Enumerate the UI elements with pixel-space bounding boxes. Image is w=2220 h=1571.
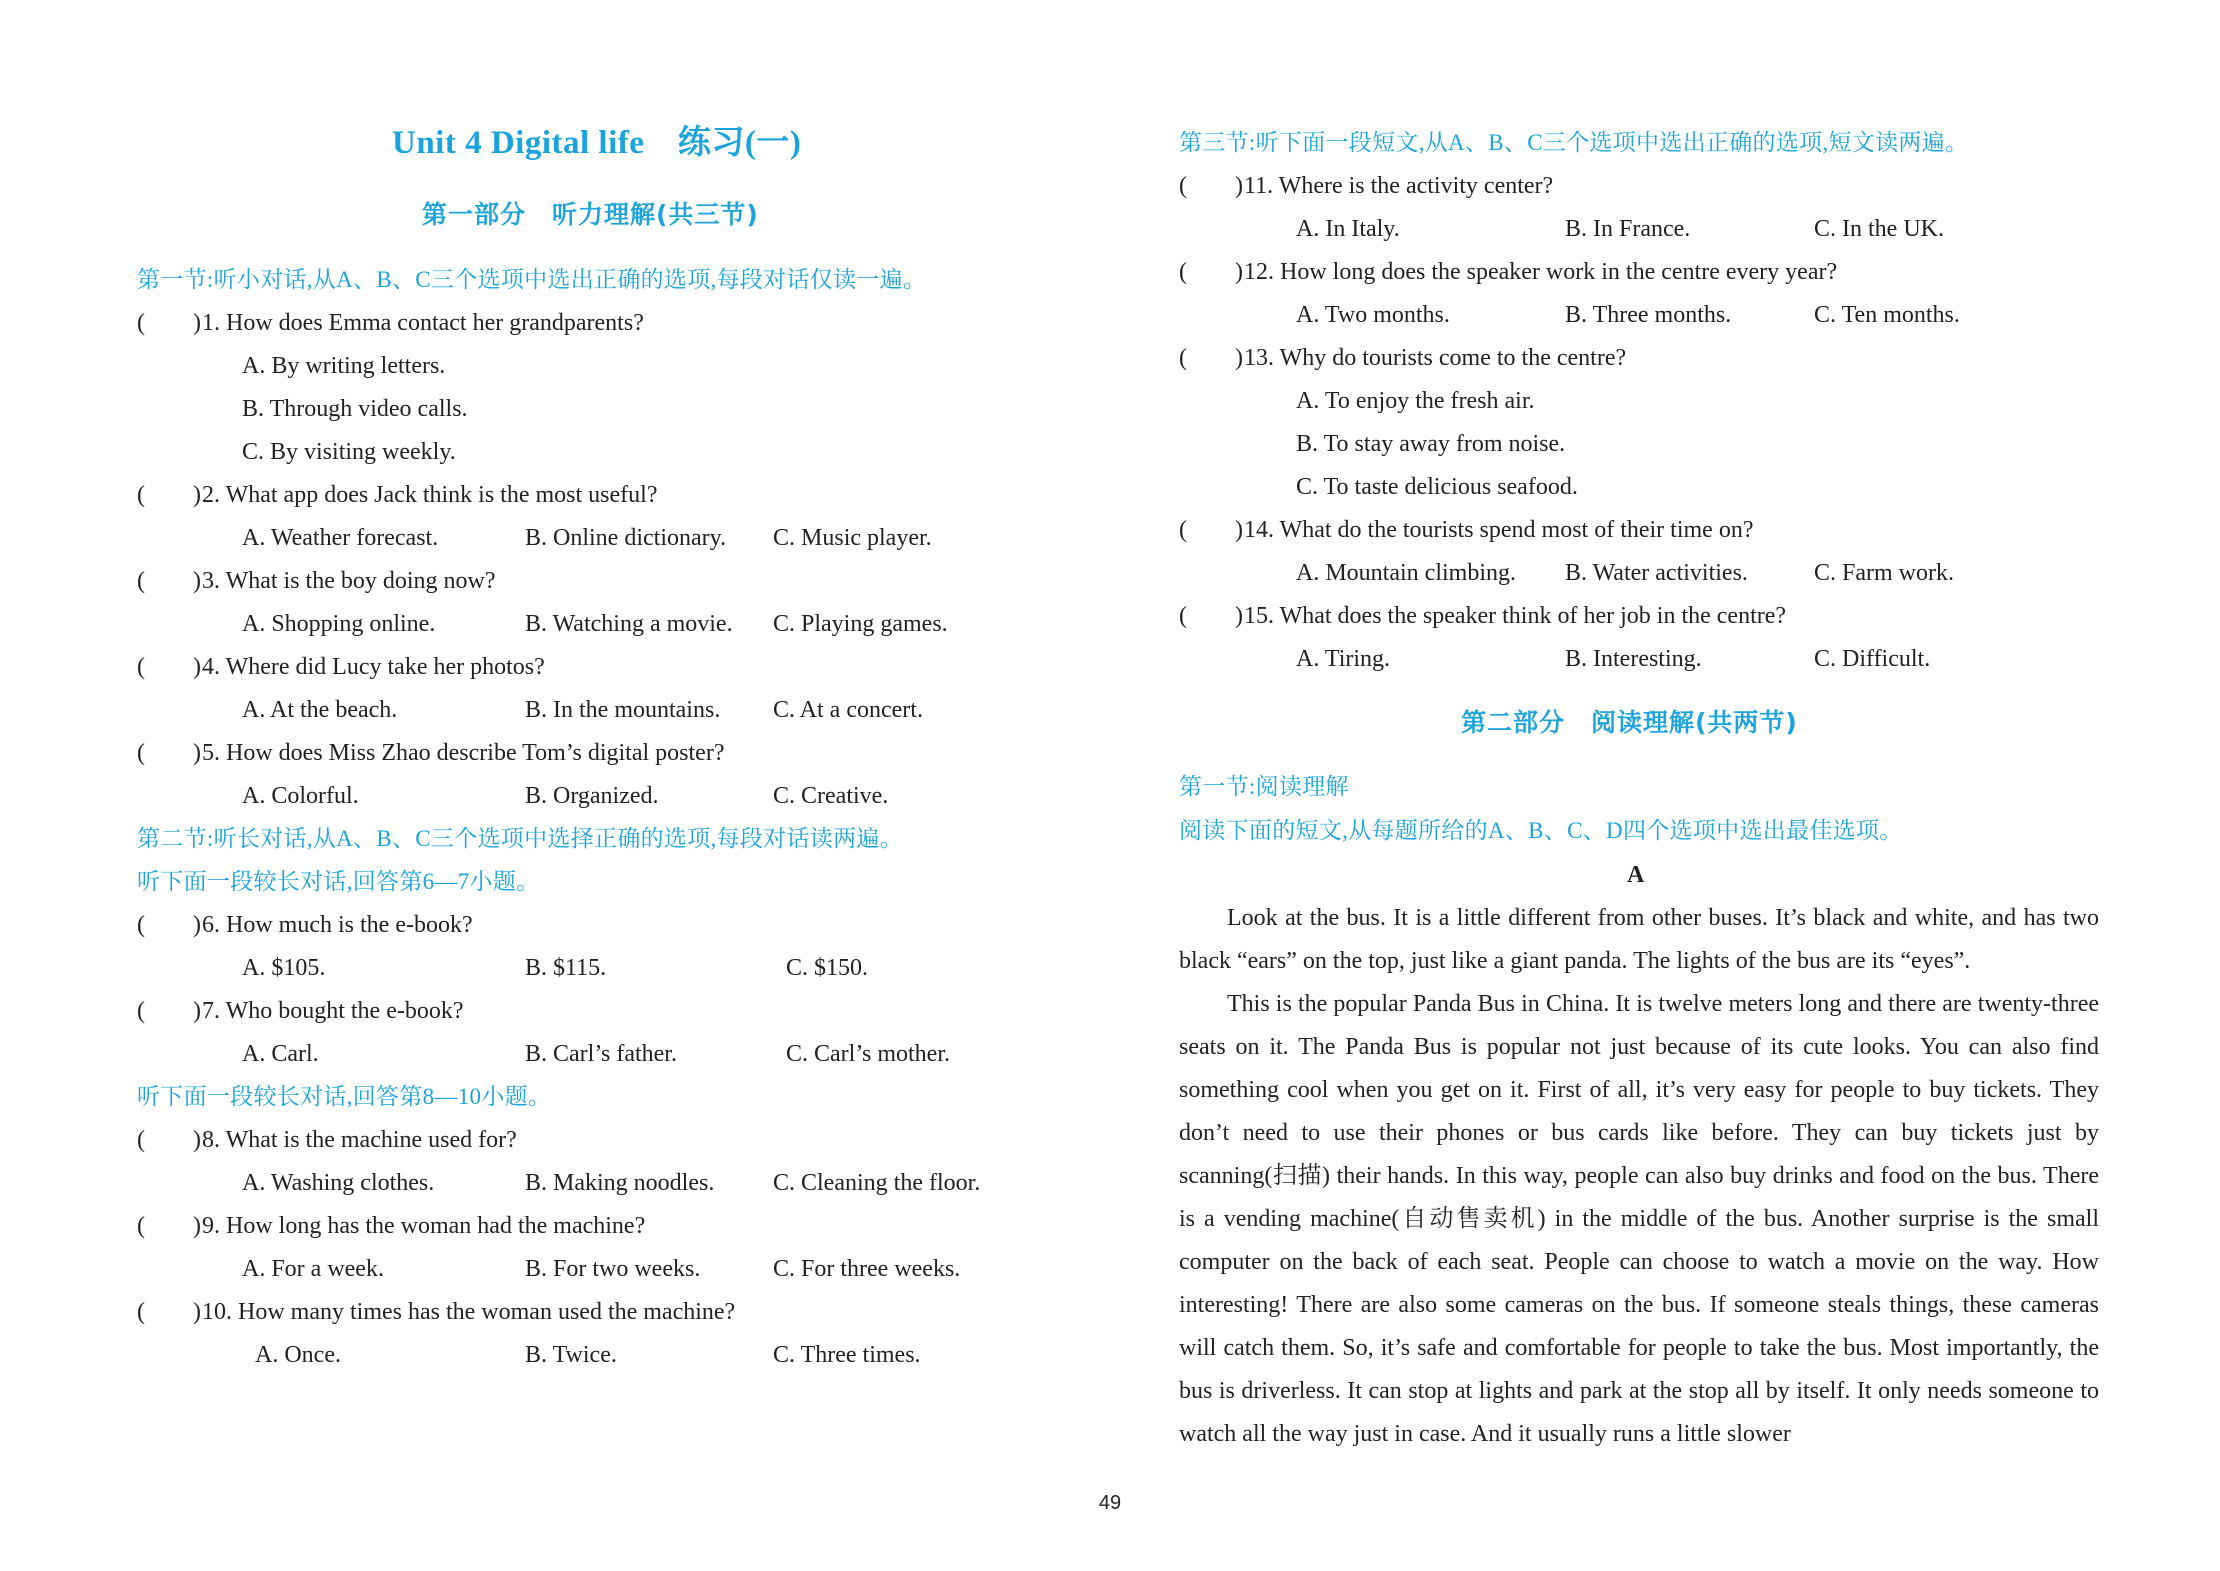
option-b: B. Through video calls.	[242, 396, 468, 422]
option-a: A. By writing letters.	[242, 353, 446, 379]
question-text: 6. How much is the e-book?	[202, 912, 473, 938]
option-a: A. For a week.	[242, 1256, 384, 1282]
question-text: 15. What does the speaker think of her job in the centre?	[1244, 603, 1787, 629]
answer-blank[interactable]: ( )	[1179, 173, 1243, 199]
answer-blank[interactable]: ( )	[137, 310, 201, 336]
option-c: C. Playing games.	[773, 611, 948, 637]
answer-blank[interactable]: ( )	[137, 912, 201, 938]
option-b: B. Watching a movie.	[525, 611, 733, 637]
option-c: C. Farm work.	[1814, 560, 1954, 586]
part1-heading: 第一部分 听力理解(共三节)	[422, 200, 759, 229]
answer-blank[interactable]: ( )	[137, 482, 201, 508]
option-a: A. Carl.	[242, 1041, 319, 1067]
reading-instruction: 阅读下面的短文,从每题所给的A、B、C、D四个选项中选出最佳选项。	[1179, 818, 1903, 843]
option-a: A. At the beach.	[242, 697, 398, 723]
answer-blank[interactable]: ( )	[137, 740, 201, 766]
option-a: A. Washing clothes.	[242, 1170, 435, 1196]
part2-heading: 第二部分 阅读理解(共两节)	[1461, 708, 1798, 737]
answer-blank[interactable]: ( )	[1179, 603, 1243, 629]
section3-instruction: 第三节:听下面一段短文,从A、B、C三个选项中选出正确的选项,短文读两遍。	[1179, 130, 1969, 155]
option-b: B. Water activities.	[1565, 560, 1748, 586]
option-b: B. Interesting.	[1565, 646, 1702, 672]
question-text: 13. Why do tourists come to the centre?	[1244, 345, 1627, 371]
question-text: 8. What is the machine used for?	[202, 1127, 517, 1153]
answer-blank[interactable]: ( )	[1179, 259, 1243, 285]
option-b: B. To stay away from noise.	[1296, 431, 1566, 457]
option-b: B. Organized.	[525, 783, 659, 809]
option-c: C. Ten months.	[1814, 302, 1960, 328]
answer-blank[interactable]: ( )	[137, 1299, 201, 1325]
option-c: C. By visiting weekly.	[242, 439, 456, 465]
option-b: B. Making noodles.	[525, 1170, 715, 1196]
page-title: Unit 4 Digital life 练习(一)	[392, 125, 802, 161]
passage-paragraph-2	[1179, 983, 2099, 1456]
option-c: C. Difficult.	[1814, 646, 1931, 672]
option-c: C. To taste delicious seafood.	[1296, 474, 1578, 500]
answer-blank[interactable]: ( )	[137, 998, 201, 1024]
option-b: B. For two weeks.	[525, 1256, 701, 1282]
option-b: B. In France.	[1565, 216, 1691, 242]
option-b: B. In the mountains.	[525, 697, 721, 723]
section1-instruction: 第一节:听小对话,从A、B、C三个选项中选出正确的选项,每段对话仅读一遍。	[137, 267, 927, 292]
option-c: C. Creative.	[773, 783, 889, 809]
answer-blank[interactable]: ( )	[137, 654, 201, 680]
option-a: A. Shopping online.	[242, 611, 436, 637]
option-b: B. Online dictionary.	[525, 525, 727, 551]
question-text: 14. What do the tourists spend most of their time on?	[1244, 517, 1754, 543]
answer-blank[interactable]: ( )	[137, 568, 201, 594]
dialog-intro: 听下面一段较长对话,回答第6—7小题。	[137, 869, 540, 894]
answer-blank[interactable]: ( )	[137, 1213, 201, 1239]
option-a: A. In Italy.	[1296, 216, 1400, 242]
paragraph-text: Look at the bus. It is a little different from other buses. It’s black and white, and has two black “ears” on the top, just like a giant panda. The lights of the bus are its “eyes”.	[1179, 905, 2099, 974]
question-text: 3. What is the boy doing now?	[202, 568, 496, 594]
option-c: C. Cleaning the floor.	[773, 1170, 981, 1196]
option-a: A. Colorful.	[242, 783, 359, 809]
option-c: C. In the UK.	[1814, 216, 1944, 242]
option-a: A. Once.	[255, 1342, 341, 1368]
question-text: 4. Where did Lucy take her photos?	[202, 654, 545, 680]
option-b: B. Three months.	[1565, 302, 1732, 328]
question-text: 5. How does Miss Zhao describe Tom’s digital poster?	[202, 740, 725, 766]
dialog-intro: 听下面一段较长对话,回答第8—10小题。	[137, 1084, 552, 1109]
option-a: A. $105.	[242, 955, 326, 981]
answer-blank[interactable]: ( )	[1179, 345, 1243, 371]
option-c: C. Music player.	[773, 525, 932, 551]
answer-blank[interactable]: ( )	[137, 1127, 201, 1153]
question-text: 10. How many times has the woman used the machine?	[202, 1299, 736, 1325]
section2-instruction: 第二节:听长对话,从A、B、C三个选项中选择正确的选项,每段对话读两遍。	[137, 826, 903, 851]
answer-blank[interactable]: ( )	[1179, 517, 1243, 543]
question-text: 7. Who bought the e-book?	[202, 998, 464, 1024]
option-b: B. Carl’s father.	[525, 1041, 677, 1067]
option-c: C. Three times.	[773, 1342, 921, 1368]
option-c: C. For three weeks.	[773, 1256, 961, 1282]
question-text: 11. Where is the activity center?	[1244, 173, 1554, 199]
paragraph-text: This is the popular Panda Bus in China. It is twelve meters long and there are twenty-three seats on it. The Panda Bus is popular not just because of its cute looks. You can also find something cool when you get on it. First of all, it’s very easy for people to buy tickets. They don’t need to use their phones or bus cards like before. They can buy tickets just by scanning(扫描) their hands. In this way, people can also buy drinks and food on the bus. There is a vending machine(自动售卖机) in the middle of the bus. Another surprise is the small computer on the back of each seat. People can choose to watch a movie on the way. How interesting! There are also some cameras on the bus. If someone steals things, these cameras will catch them. So, it’s safe and comfortable for people to take the bus. Most importantly, the bus is driverless. It can stop at lights and park at the stop all by itself. It only needs someone to watch all the way just in case. And it usually runs a little slower	[1179, 991, 2099, 1447]
option-c: C. $150.	[786, 955, 869, 981]
option-b: B. $115.	[525, 955, 607, 981]
reading-section1: 第一节:阅读理解	[1179, 774, 1349, 799]
passage-label: A	[1627, 862, 1645, 888]
option-a: A. To enjoy the fresh air.	[1296, 388, 1535, 414]
passage-paragraph-1	[1179, 897, 2099, 983]
option-b: B. Twice.	[525, 1342, 617, 1368]
option-a: A. Mountain climbing.	[1296, 560, 1516, 586]
option-a: A. Weather forecast.	[242, 525, 439, 551]
question-text: 1. How does Emma contact her grandparents?	[202, 310, 644, 336]
option-a: A. Tiring.	[1296, 646, 1391, 672]
page-number: 49	[1098, 1492, 1122, 1514]
option-c: C. At a concert.	[773, 697, 923, 723]
question-text: 9. How long has the woman had the machine?	[202, 1213, 646, 1239]
option-a: A. Two months.	[1296, 302, 1450, 328]
option-c: C. Carl’s mother.	[786, 1041, 950, 1067]
question-text: 12. How long does the speaker work in the centre every year?	[1244, 259, 1838, 285]
question-text: 2. What app does Jack think is the most useful?	[202, 482, 658, 508]
